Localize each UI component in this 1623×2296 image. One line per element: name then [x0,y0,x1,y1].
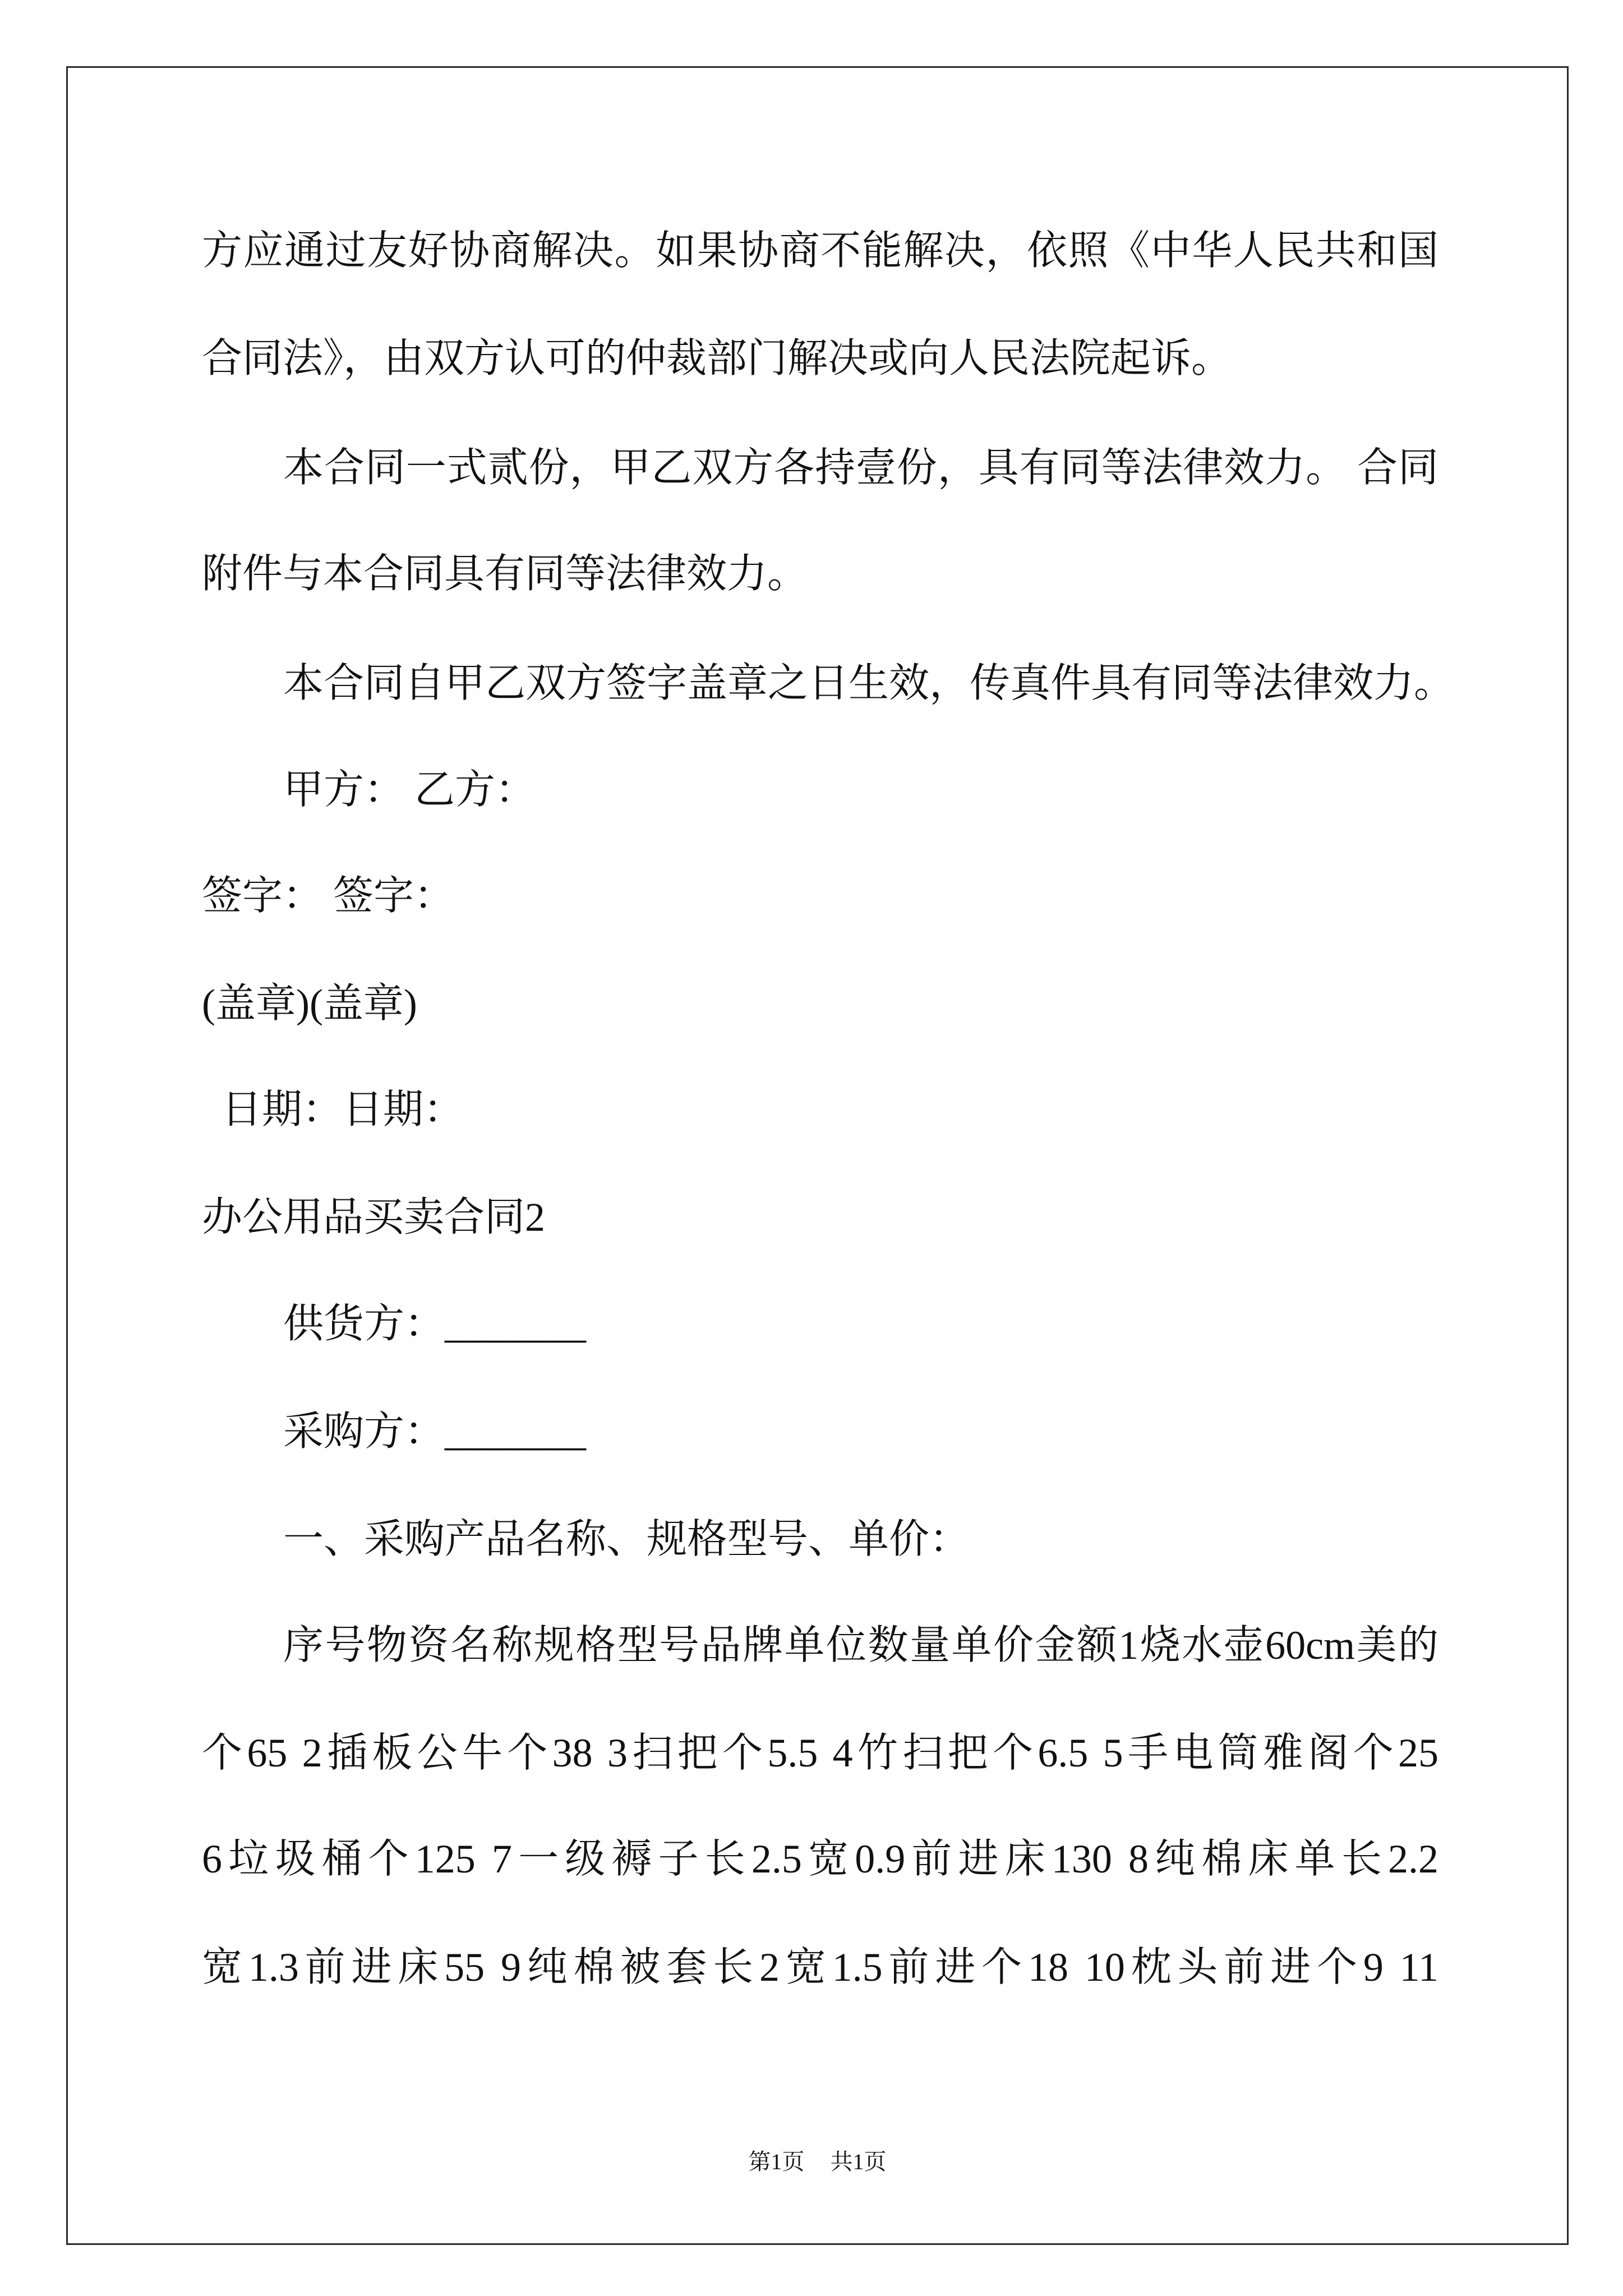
page-number: 第1页 [748,2149,805,2174]
party-labels: 甲方： 乙方： [283,767,536,812]
page-border [66,66,1569,2245]
section-heading: 一、采购产品名称、规格型号、单价： [283,1517,970,1562]
signature-labels: 签字： 签字： [202,873,455,918]
copies-clause-line: 本合同一式贰份，甲乙双方各持壹份，具有同等法律效力。 合同 [283,445,1438,490]
copies-clause-line: 附件与本合同具有同等法律效力。 [202,551,808,596]
supplier-field: 供货方：_______ [283,1301,587,1346]
dispute-clause-line: 方应通过友好协商解决。如果协商不能解决，依照《中华人民共和国 [202,228,1438,273]
seal-labels: (盖章)(盖章) [202,981,417,1026]
page-footer [66,2148,1569,2176]
product-list-line: 6垃圾桶个125 7一级褥子长2.5宽0.9前进床130 8纯棉床单长2.2 [202,1837,1438,1881]
effect-clause: 本合同自甲乙双方签字盖章之日生效，传真件具有同等法律效力。 [283,661,1455,706]
product-list-line: 序号物资名称规格型号品牌单位数量单价金额1烧水壶60cm美的 [283,1623,1438,1668]
product-list-line: 个65 2插板公牛个38 3扫把个5.5 4竹扫把个6.5 5手电筒雅阁个25 [202,1731,1438,1775]
page-total: 共1页 [830,2149,887,2174]
date-labels: 日期：日期： [222,1087,464,1132]
purchaser-field: 采购方：_______ [283,1409,587,1454]
contract-title: 办公用品买卖合同2 [202,1195,546,1240]
product-list-line: 宽1.3前进床55 9纯棉被套长2宽1.5前进个18 10枕头前进个9 11 [202,1945,1438,1990]
dispute-clause-line: 合同法》，由双方认可的仲裁部门解决或向人民法院起诉。 [202,336,1232,381]
